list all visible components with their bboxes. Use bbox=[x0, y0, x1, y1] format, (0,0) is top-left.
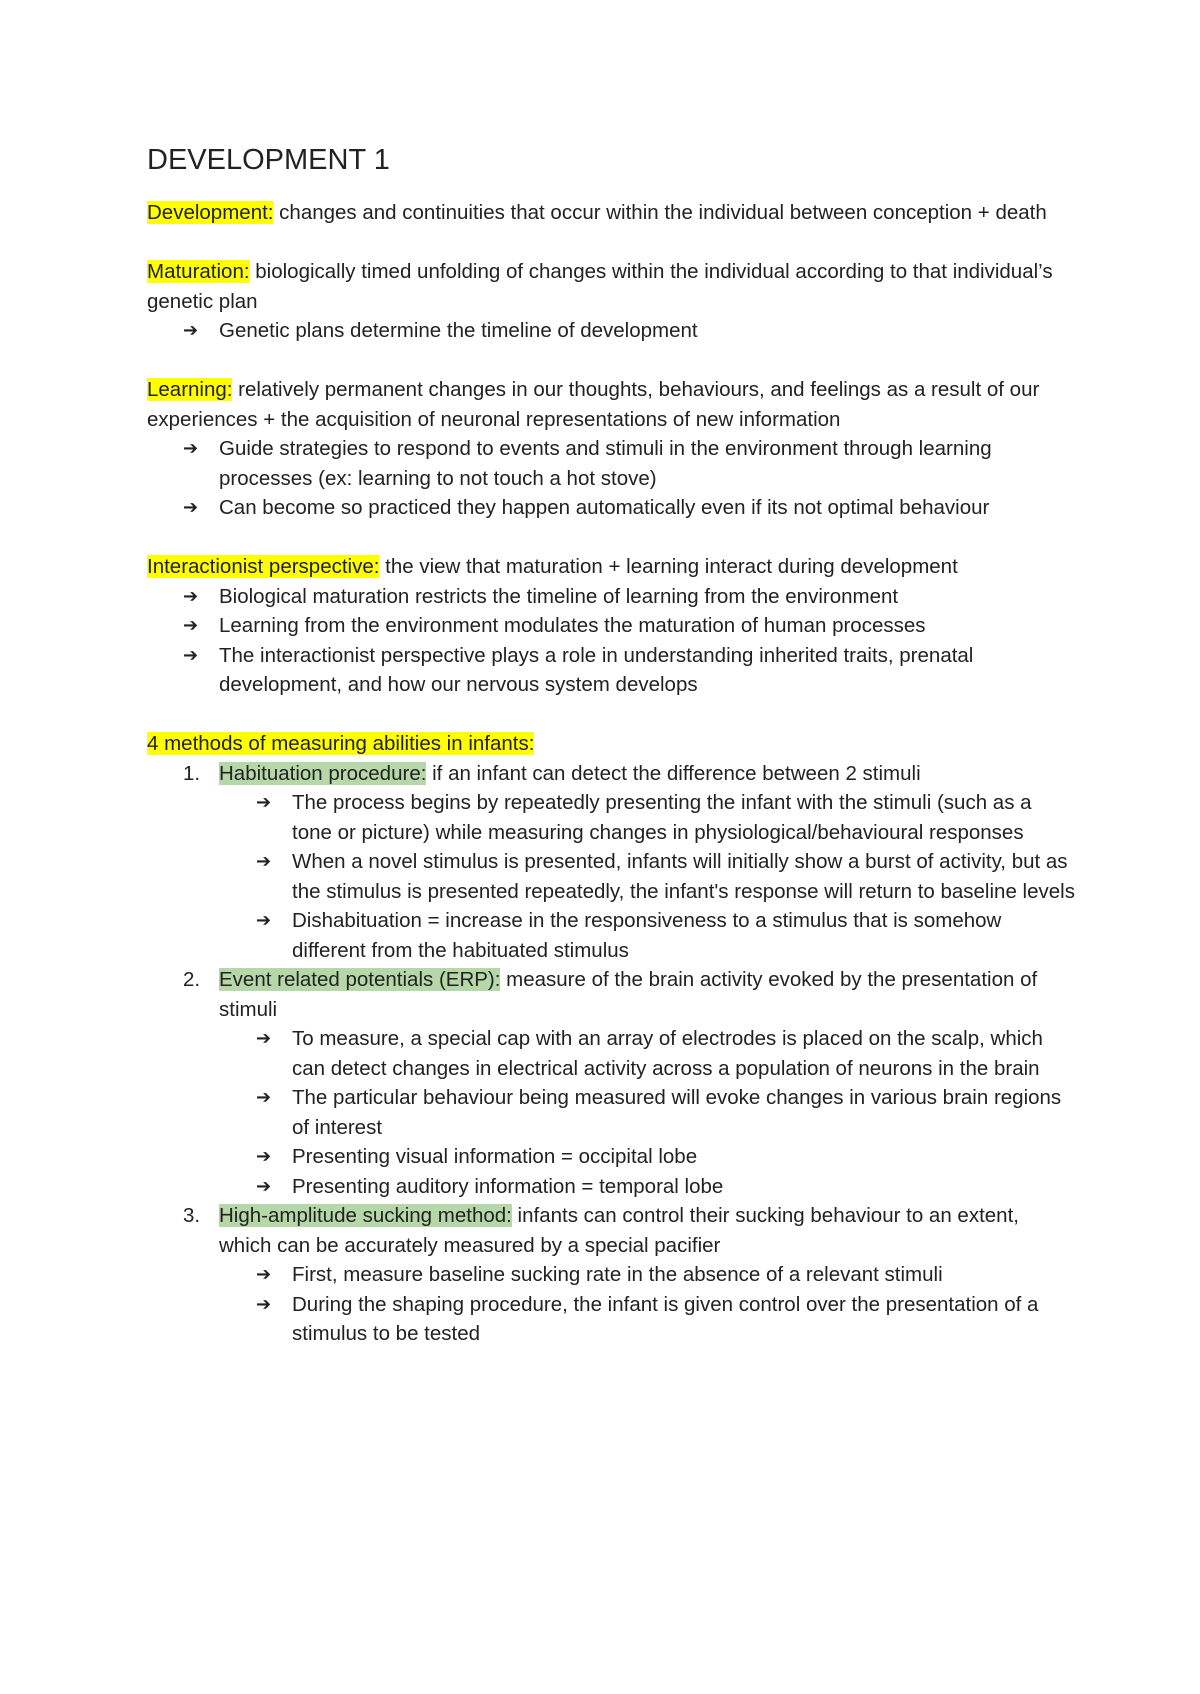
list-item: ➔ When a novel stimulus is presented, infants will initially show a burst of activity, but as the stimulus is presented repeatedly, the infant's response will return to baseline levels bbox=[292, 847, 1077, 906]
arrow-right-icon: ➔ bbox=[256, 1028, 272, 1049]
page-title: DEVELOPMENT 1 bbox=[147, 144, 390, 176]
list-item: ➔ The interactionist perspective plays a role in understanding inherited traits, prenatal development, and how our nervous system develops bbox=[219, 641, 1077, 700]
definition-text: biologically timed unfolding of changes within the individual according to that individual’s genetic plan bbox=[147, 260, 1053, 313]
term-highlight: Interactionist perspective: bbox=[147, 555, 380, 578]
list-item: ➔ Presenting auditory information = temporal lobe bbox=[292, 1172, 1077, 1202]
method-term-highlight: Habituation procedure: bbox=[219, 761, 427, 785]
arrow-right-icon: ➔ bbox=[183, 497, 199, 518]
arrow-right-icon: ➔ bbox=[256, 1087, 272, 1108]
list-item: ➔ Learning from the environment modulates the maturation of human processes bbox=[219, 611, 1077, 641]
bullet-list bbox=[147, 582, 1077, 700]
term-highlight: 4 methods of measuring abilities in infants: bbox=[147, 732, 535, 755]
list-item: ➔ To measure, a special cap with an array of electrodes is placed on the scalp, which can detect changes in electrical activity across a population of neurons in the brain bbox=[292, 1024, 1077, 1083]
method-item bbox=[183, 965, 1077, 1201]
list-item: ➔ Guide strategies to respond to events and stimuli in the environment through learning processes (ex: learning to not touch a hot stove) bbox=[219, 434, 1077, 493]
arrow-right-icon: ➔ bbox=[256, 851, 272, 872]
bullet-list bbox=[219, 1260, 1077, 1349]
arrow-right-icon: ➔ bbox=[183, 320, 199, 341]
list-number: 2. bbox=[183, 968, 201, 991]
bullet-list bbox=[219, 788, 1077, 965]
method-term-highlight: High-amplitude sucking method: bbox=[219, 1204, 512, 1227]
list-item: ➔ First, measure baseline sucking rate in the absence of a relevant stimuli bbox=[292, 1260, 1077, 1290]
arrow-right-icon: ➔ bbox=[256, 1146, 272, 1167]
document-page bbox=[147, 140, 1077, 1349]
list-item: ➔ During the shaping procedure, the infant is given control over the presentation of a stimulus to be tested bbox=[292, 1290, 1077, 1349]
term-highlight: Development: bbox=[147, 201, 274, 224]
term-highlight: Learning: bbox=[147, 378, 233, 401]
list-item: ➔ Biological maturation restricts the timeline of learning from the environment bbox=[219, 582, 1077, 612]
list-number: 1. bbox=[183, 761, 201, 785]
method-definition: if an infant can detect the difference between 2 stimuli bbox=[426, 761, 921, 785]
definition-maturation bbox=[147, 257, 1077, 316]
bullet-list bbox=[219, 1024, 1077, 1201]
method-item bbox=[183, 759, 1077, 966]
arrow-right-icon: ➔ bbox=[183, 438, 199, 459]
methods-heading bbox=[147, 729, 1077, 759]
definition-learning bbox=[147, 375, 1077, 434]
method-term-highlight: Event related potentials (ERP): bbox=[219, 968, 501, 991]
arrow-right-icon: ➔ bbox=[256, 1175, 272, 1197]
term-highlight: Maturation: bbox=[147, 260, 250, 283]
list-item: ➔ Presenting visual information = occipital lobe bbox=[292, 1142, 1077, 1172]
list-item: ➔ Dishabituation = increase in the responsiveness to a stimulus that is somehow different from the habituated stimulus bbox=[292, 906, 1077, 965]
arrow-right-icon: ➔ bbox=[256, 910, 272, 931]
methods-list bbox=[147, 759, 1077, 1349]
bullet-list bbox=[147, 316, 1077, 346]
arrow-right-icon: ➔ bbox=[256, 792, 272, 813]
definition-interactionist bbox=[147, 552, 1077, 582]
arrow-right-icon: ➔ bbox=[256, 1293, 272, 1315]
list-item: ➔ The particular behaviour being measured will evoke changes in various brain regions of interest bbox=[292, 1083, 1077, 1142]
definition-development bbox=[147, 198, 1077, 228]
definition-text: changes and continuities that occur within the individual between conception + death bbox=[273, 201, 1047, 224]
list-number: 3. bbox=[183, 1204, 201, 1227]
method-definition: measure of the brain activity evoked by the presentation of stimuli bbox=[219, 968, 1038, 1021]
bullet-list bbox=[147, 434, 1077, 523]
method-definition: infants can control their sucking behaviour to an extent, which can be accurately measured by a special pacifier bbox=[219, 1204, 1019, 1257]
arrow-right-icon: ➔ bbox=[183, 644, 199, 666]
arrow-right-icon: ➔ bbox=[256, 1264, 272, 1285]
list-item: ➔ Can become so practiced they happen automatically even if its not optimal behaviour bbox=[219, 493, 1077, 523]
definition-text: the view that maturation + learning interact during development bbox=[379, 555, 958, 578]
arrow-right-icon: ➔ bbox=[183, 585, 199, 607]
arrow-right-icon: ➔ bbox=[183, 615, 199, 636]
method-item bbox=[183, 1201, 1077, 1349]
list-item: ➔ The process begins by repeatedly presenting the infant with the stimuli (such as a tone or picture) while measuring changes in physiological/behavioural responses bbox=[292, 788, 1077, 847]
list-item: ➔ Genetic plans determine the timeline of development bbox=[219, 316, 1077, 346]
definition-text: relatively permanent changes in our thoughts, behaviours, and feelings as a result of our experiences + the acquisition of neuronal representations of new information bbox=[147, 378, 1040, 431]
